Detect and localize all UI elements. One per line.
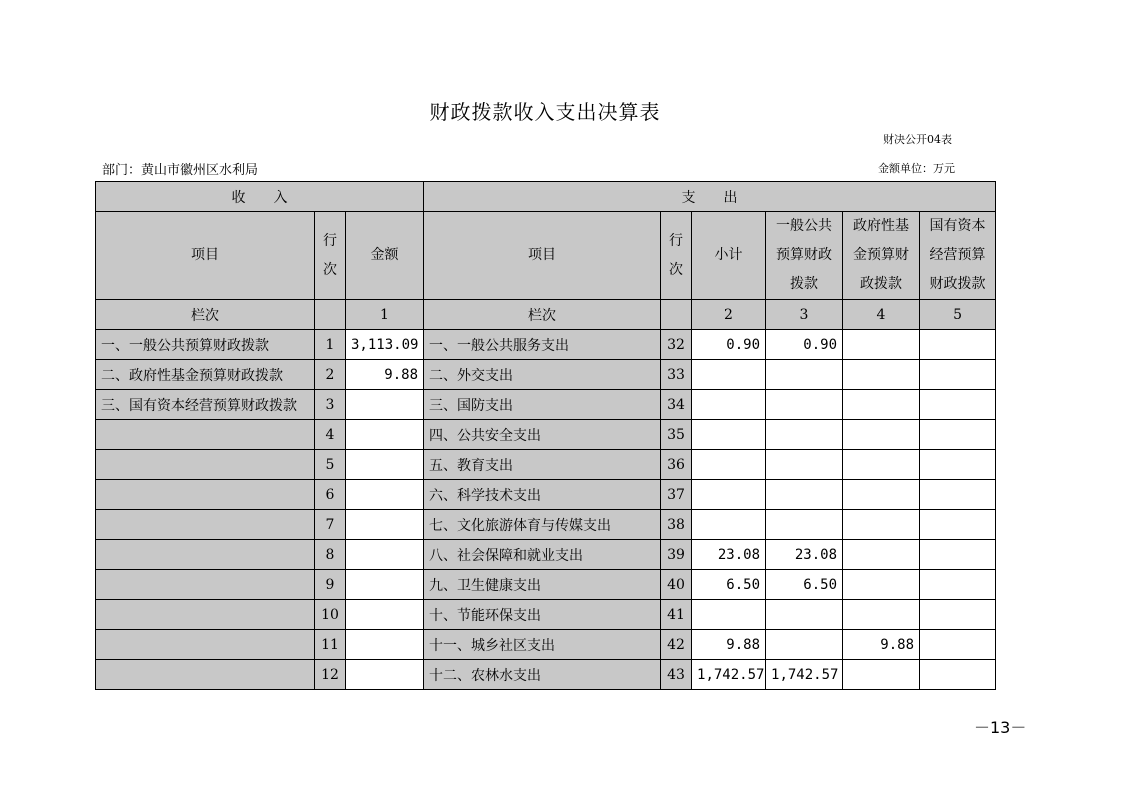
subtotal-cell <box>692 390 766 420</box>
page-number: －13－ <box>974 718 1027 737</box>
income-item-cell: 二、政府性基金预算财政拨款 <box>96 360 315 390</box>
general-budget-cell: 0.90 <box>766 330 843 360</box>
subtotal-cell: 23.08 <box>692 540 766 570</box>
income-line-cell: 11 <box>315 630 346 660</box>
subtotal-cell: 6.50 <box>692 570 766 600</box>
gov-fund-cell <box>843 330 920 360</box>
expense-item-cell: 十二、农林水支出 <box>424 660 661 690</box>
expense-item-cell: 一、一般公共服务支出 <box>424 330 661 360</box>
gov-fund-cell: 9.88 <box>843 630 920 660</box>
income-item-cell <box>96 540 315 570</box>
general-budget-cell <box>766 510 843 540</box>
expense-item-cell: 八、社会保障和就业支出 <box>424 540 661 570</box>
col-index-2: 2 <box>692 300 766 330</box>
table-row <box>96 420 996 450</box>
state-capital-cell <box>920 480 996 510</box>
income-line-cell: 1 <box>315 330 346 360</box>
subtotal-cell: 9.88 <box>692 630 766 660</box>
page-title: 财政拨款收入支出决算表 <box>429 100 661 124</box>
table-row <box>96 360 996 390</box>
gov-fund-cell <box>843 480 920 510</box>
table-row <box>96 540 996 570</box>
expense-item-cell: 四、公共安全支出 <box>424 420 661 450</box>
subtotal-cell <box>692 360 766 390</box>
income-line-cell: 9 <box>315 570 346 600</box>
subtotal-cell <box>692 420 766 450</box>
gov-fund-header: 政府性基金预算财政拨款 <box>843 212 920 300</box>
income-item-cell: 三、国有资本经营预算财政拨款 <box>96 390 315 420</box>
state-capital-cell <box>920 390 996 420</box>
income-item-cell <box>96 450 315 480</box>
income-line-header: 行次 <box>315 212 346 300</box>
income-line-cell: 4 <box>315 420 346 450</box>
department-label: 部门：黄山市徽州区水利局 <box>102 163 259 178</box>
subtotal-cell <box>692 450 766 480</box>
header-row-main <box>96 182 996 212</box>
expense-line-cell: 43 <box>661 660 692 690</box>
expense-line-cell: 35 <box>661 420 692 450</box>
gov-fund-cell <box>843 450 920 480</box>
income-amount-cell <box>346 600 424 630</box>
expense-line-cell: 40 <box>661 570 692 600</box>
expense-line-cell: 36 <box>661 450 692 480</box>
expense-item-cell: 六、科学技术支出 <box>424 480 661 510</box>
income-item-cell <box>96 630 315 660</box>
income-line-cell: 8 <box>315 540 346 570</box>
income-amount-cell <box>346 390 424 420</box>
expense-line-cell: 41 <box>661 600 692 630</box>
income-amount-cell: 3,113.09 <box>346 330 424 360</box>
expense-line-cell: 33 <box>661 360 692 390</box>
gov-fund-cell <box>843 600 920 630</box>
table-body <box>96 330 996 690</box>
col-label-expense: 栏次 <box>424 300 661 330</box>
income-amount-header: 金额 <box>346 212 424 300</box>
expense-item-cell: 九、卫生健康支出 <box>424 570 661 600</box>
expense-item-cell: 七、文化旅游体育与传媒支出 <box>424 510 661 540</box>
income-amount-cell <box>346 660 424 690</box>
table-row <box>96 660 996 690</box>
table-row <box>96 390 996 420</box>
subtotal-cell: 1,742.57 <box>692 660 766 690</box>
state-capital-cell <box>920 450 996 480</box>
income-amount-cell <box>346 570 424 600</box>
subtotal-cell: 0.90 <box>692 330 766 360</box>
financial-table <box>95 181 996 690</box>
income-item-cell: 一、一般公共预算财政拨款 <box>96 330 315 360</box>
income-amount-cell: 9.88 <box>346 360 424 390</box>
general-budget-cell: 23.08 <box>766 540 843 570</box>
gov-fund-cell <box>843 390 920 420</box>
income-item-cell <box>96 420 315 450</box>
income-line-cell: 10 <box>315 600 346 630</box>
general-budget-cell <box>766 630 843 660</box>
general-budget-cell <box>766 480 843 510</box>
table-row <box>96 330 996 360</box>
state-capital-cell <box>920 630 996 660</box>
general-budget-cell: 6.50 <box>766 570 843 600</box>
general-budget-cell <box>766 420 843 450</box>
state-capital-cell <box>920 420 996 450</box>
gov-fund-cell <box>843 570 920 600</box>
gov-fund-cell <box>843 510 920 540</box>
general-budget-cell <box>766 360 843 390</box>
header-row-columns <box>96 212 996 300</box>
table-row <box>96 570 996 600</box>
state-capital-cell <box>920 600 996 630</box>
expense-line-cell: 32 <box>661 330 692 360</box>
expense-line-header: 行次 <box>661 212 692 300</box>
expense-line-cell: 42 <box>661 630 692 660</box>
income-line-cell: 6 <box>315 480 346 510</box>
table-row <box>96 480 996 510</box>
state-capital-cell <box>920 330 996 360</box>
income-item-cell <box>96 480 315 510</box>
col-index-5: 5 <box>920 300 996 330</box>
income-amount-cell <box>346 630 424 660</box>
expense-line-cell: 34 <box>661 390 692 420</box>
state-capital-cell <box>920 510 996 540</box>
expense-line-cell: 38 <box>661 510 692 540</box>
income-item-header: 项目 <box>96 212 315 300</box>
income-amount-cell <box>346 450 424 480</box>
general-budget-cell <box>766 600 843 630</box>
subtotal-header: 小计 <box>692 212 766 300</box>
table-row <box>96 630 996 660</box>
unit-label: 金额单位：万元 <box>878 162 955 175</box>
income-line-cell: 5 <box>315 450 346 480</box>
income-amount-cell <box>346 480 424 510</box>
state-capital-header: 国有资本经营预算财政拨款 <box>920 212 996 300</box>
subtotal-cell <box>692 510 766 540</box>
general-budget-cell <box>766 390 843 420</box>
income-item-cell <box>96 660 315 690</box>
state-capital-cell <box>920 570 996 600</box>
state-capital-cell <box>920 660 996 690</box>
expense-line-cell: 39 <box>661 540 692 570</box>
expense-item-header: 项目 <box>424 212 661 300</box>
state-capital-cell <box>920 540 996 570</box>
gov-fund-cell <box>843 360 920 390</box>
column-index-row <box>96 300 996 330</box>
col-index-3: 3 <box>766 300 843 330</box>
income-item-cell <box>96 600 315 630</box>
gov-fund-cell <box>843 660 920 690</box>
gov-fund-cell <box>843 540 920 570</box>
income-line-cell: 3 <box>315 390 346 420</box>
state-capital-cell <box>920 360 996 390</box>
general-budget-cell <box>766 450 843 480</box>
col-index-1: 1 <box>346 300 424 330</box>
expense-item-cell: 五、教育支出 <box>424 450 661 480</box>
expense-item-cell: 三、国防支出 <box>424 390 661 420</box>
col-index-empty <box>315 300 346 330</box>
income-amount-cell <box>346 420 424 450</box>
expense-item-cell: 二、外交支出 <box>424 360 661 390</box>
table-row <box>96 510 996 540</box>
expense-line-cell: 37 <box>661 480 692 510</box>
subtotal-cell <box>692 480 766 510</box>
income-line-cell: 12 <box>315 660 346 690</box>
general-budget-header: 一般公共预算财政拨款 <box>766 212 843 300</box>
table-row <box>96 600 996 630</box>
subtotal-cell <box>692 600 766 630</box>
expense-header: 支 出 <box>424 182 996 212</box>
general-budget-cell: 1,742.57 <box>766 660 843 690</box>
gov-fund-cell <box>843 420 920 450</box>
income-amount-cell <box>346 510 424 540</box>
expense-item-cell: 十一、城乡社区支出 <box>424 630 661 660</box>
income-line-cell: 7 <box>315 510 346 540</box>
income-item-cell <box>96 510 315 540</box>
col-index-empty <box>661 300 692 330</box>
form-code: 财决公开04表 <box>883 133 952 146</box>
income-line-cell: 2 <box>315 360 346 390</box>
income-header: 收 入 <box>96 182 424 212</box>
expense-item-cell: 十、节能环保支出 <box>424 600 661 630</box>
income-amount-cell <box>346 540 424 570</box>
col-index-4: 4 <box>843 300 920 330</box>
income-item-cell <box>96 570 315 600</box>
table-row <box>96 450 996 480</box>
col-label-income: 栏次 <box>96 300 315 330</box>
